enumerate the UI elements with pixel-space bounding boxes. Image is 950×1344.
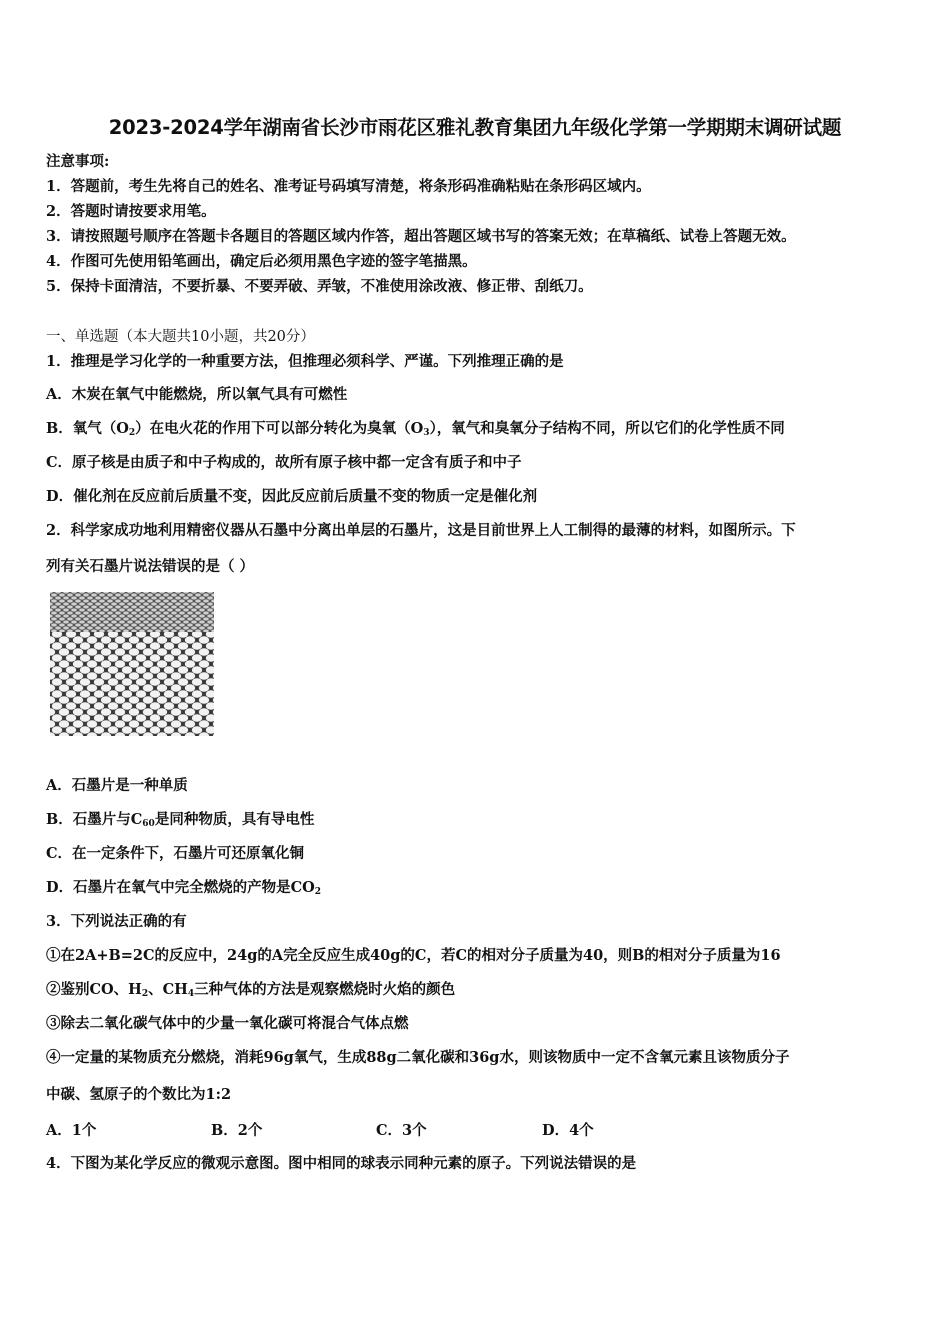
q2-stem-line-2: 列有关石墨片说法错误的是（ ） [46, 558, 255, 575]
graphene-lattice-svg [50, 592, 214, 736]
q3-s2-text-2: 、CH [148, 981, 188, 998]
q1-b-text-1: B．氧气（O [46, 420, 129, 437]
q3-statement-3: ③除去二氧化碳气体中的少量一氧化碳可将混合气体点燃 [46, 1015, 409, 1032]
q1-option-c: C．原子核是由质子和中子构成的，故所有原子核中都一定含有质子和中子 [46, 454, 522, 471]
page-title: 2023-2024学年湖南省长沙市雨花区雅礼教育集团九年级化学第一学期期末调研试题 [108, 116, 842, 139]
q3-s2-text-3: 三种气体的方法是观察燃烧时火焰的颜色 [194, 981, 456, 998]
q1-b-text-2: ）在电火花的作用下可以部分转化为臭氧（O [135, 420, 424, 437]
q2-option-b [46, 810, 314, 830]
q1-stem: 1．推理是学习化学的一种重要方法，但推理必须科学、严谨。下列推理正确的是 [46, 353, 564, 370]
q3-option-c: C．3个 [376, 1122, 427, 1139]
notice-item: 2．答题时请按要求用笔。 [46, 203, 216, 220]
q1-option-d: D．催化剂在反应前后质量不变，因此反应前后质量不变的物质一定是催化剂 [46, 488, 538, 505]
q3-option-d: D．4个 [542, 1122, 594, 1139]
q3-stem: 3．下列说法正确的有 [46, 913, 187, 930]
q3-statement-4-line-1: ④一定量的某物质充分燃烧，消耗96g氧气，生成88g二氧化碳和36g水，则该物质中一定不含氧元素且该物质分子 [46, 1049, 790, 1066]
q1-b-sub-1: 2 [128, 428, 136, 438]
q3-s2-sub-2: 4 [187, 989, 195, 999]
notice-item: 1．答题前，考生先将自己的姓名、准考证号码填写清楚，将条形码准确粘贴在条形码区域内。 [46, 178, 651, 195]
q1-b-sub-2: 3 [423, 428, 430, 438]
q3-statement-2 [46, 980, 455, 1000]
q2-stem-line-1: 2．科学家成功地利用精密仪器从石墨中分离出单层的石墨片，这是目前世界上人工制得的最薄的材料，如图所示。下 [46, 522, 796, 539]
q3-statement-4-line-2: 中碳、氢原子的个数比为1:2 [46, 1086, 232, 1103]
notice-item: 5．保持卡面清洁，不要折暴、不要弄破、弄皱，不准使用涂改液、修正带、刮纸刀。 [46, 278, 593, 295]
q3-option-b: B．2个 [211, 1122, 263, 1139]
q1-option-a: A．木炭在氧气中能燃烧，所以氧气具有可燃性 [46, 386, 348, 403]
q4-stem: 4．下图为某化学反应的微观示意图。图中相同的球表示同种元素的原子。下列说法错误的是 [46, 1155, 637, 1172]
q3-options [46, 1119, 766, 1139]
notice-item: 3．请按照题号顺序在答题卡各题目的答题区域内作答，超出答题区域书写的答案无效；在草稿纸、试卷上答题无效。 [46, 228, 796, 245]
q2-d-sub-1: 2 [314, 887, 322, 897]
q1-option-b [46, 419, 785, 439]
section-heading: 一、单选题（本大题共10小题，共20分） [46, 329, 315, 345]
notice-heading: 注意事项: [46, 153, 110, 170]
q3-s2-text-1: ②鉴别CO、H [46, 981, 142, 998]
q2-b-text-1: B．石墨片与C [46, 811, 143, 828]
q3-option-a: A．1个 [46, 1122, 97, 1139]
q3-statement-1: ①在2A+B=2C的反应中，24g的A完全反应生成40g的C，若C的相对分子质量为40，则B的相对分子质量为16 [46, 947, 781, 964]
graphene-image [50, 592, 214, 736]
q1-b-text-3: ），氧气和臭氧分子结构不同，所以它们的化学性质不同 [429, 420, 785, 437]
q2-option-d [46, 878, 321, 898]
q2-d-text-1: D．石墨片在氧气中完全燃烧的产物是CO [46, 879, 315, 896]
q3-s2-sub-1: 2 [141, 989, 149, 999]
notice-item: 4．作图可先使用铅笔画出，确定后必须用黑色字迹的签字笔描黑。 [46, 253, 477, 270]
q2-b-text-2: 是同种物质，具有导电性 [154, 811, 315, 828]
q2-option-a: A．石墨片是一种单质 [46, 777, 188, 794]
q2-option-c: C．在一定条件下，石墨片可还原氧化铜 [46, 845, 305, 862]
q2-b-sub-1: 60 [142, 819, 155, 829]
